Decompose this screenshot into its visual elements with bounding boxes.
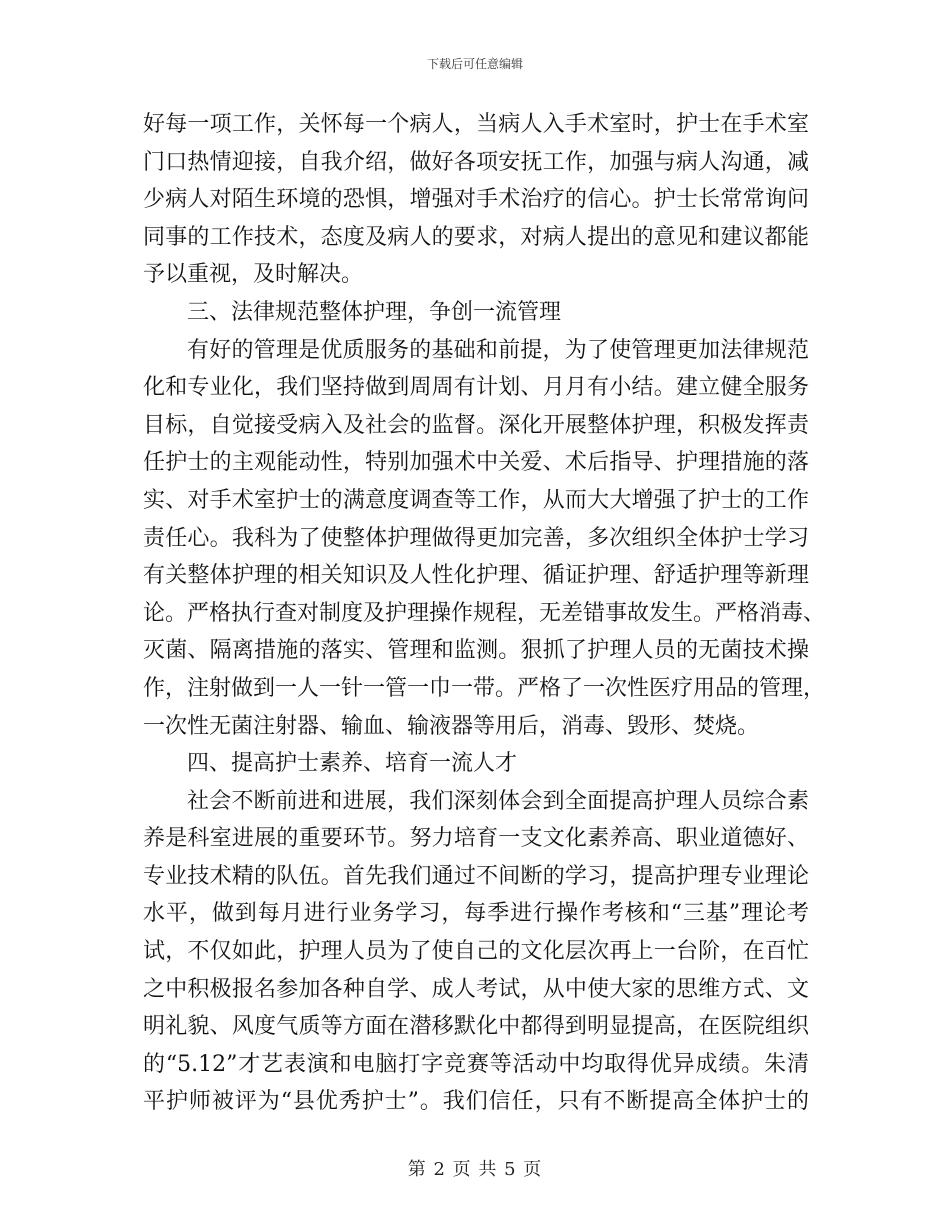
body-line: 予以重视，及时解决。 xyxy=(143,262,364,288)
body-line: 责任心。我科为了使整体护理做得更加完善，多次组织全体护士学习 xyxy=(143,525,809,551)
body-line: 社会不断前进和进展，我们深刻体会到全面提高护理人员综合素 xyxy=(187,788,809,814)
body-line: 实、对手术室护士的满意度调查等工作，从而大大增强了护士的工作 xyxy=(143,487,809,513)
body-line: 之中积极报名参加各种自学、成人考试，从中使大家的思维方式、文 xyxy=(143,976,809,1002)
body-line: 一次性无菌注射器、输血、输液器等用后，消毒、毁形、焚烧。 xyxy=(143,713,760,739)
body-line: 论。严格执行查对制度及护理操作规程，无差错事故发生。严格消毒、 xyxy=(143,600,826,626)
body-line: 专业技术精的队伍。首先我们通过不间断的学习，提高护理专业理论 xyxy=(143,863,809,889)
body-line: 灭菌、隔离措施的落实、管理和监测。狠抓了护理人员的无菌技术操 xyxy=(143,638,809,664)
page-footer: 第 2 页 共 5 页 xyxy=(407,1159,543,1180)
body-line: 同事的工作技术，态度及病人的要求，对病人提出的意见和建议都能 xyxy=(143,224,809,250)
body-line: 化和专业化，我们坚持做到周周有计划、月月有小结。建立健全服务 xyxy=(143,375,809,401)
document-body xyxy=(143,106,826,1121)
body-line: 门口热情迎接，自我介绍，做好各项安抚工作，加强与病人沟通，减 xyxy=(143,149,809,175)
body-line: 少病人对陌生环境的恐惧，增强对手术治疗的信心。护士长常常询问 xyxy=(143,187,809,213)
body-line: 目标，自觉接受病入及社会的监督。深化开展整体护理，积极发挥责 xyxy=(143,412,809,438)
section-heading: 四、提高护士素养、培育一流人才 xyxy=(187,751,518,777)
page-header: 下载后可任意编辑 xyxy=(426,57,523,71)
body-line: 养是科室进展的重要环节。努力培育一支文化素养高、职业道德好、 xyxy=(143,826,809,852)
body-line: 水平，做到每月进行业务学习，每季进行操作考核和“三基”理论考 xyxy=(143,901,809,927)
body-line: 的“5.12”才艺表演和电脑打字竞赛等活动中均取得优异成绩。朱清 xyxy=(143,1051,809,1077)
body-line: 好每一项工作，关怀每一个病人，当病人入手术室时，护士在手术室 xyxy=(143,112,809,137)
body-line: 作，注射做到一人一针一管一巾一带。严格了一次性医疗用品的管理， xyxy=(143,675,826,701)
body-line: 有好的管理是优质服务的基础和前提，为了使管理更加法律规范 xyxy=(187,337,809,363)
section-heading: 三、法律规范整体护理，争创一流管理 xyxy=(187,299,562,325)
body-line: 有关整体护理的相关知识及人性化护理、循证护理、舒适护理等新理 xyxy=(143,563,809,589)
body-line: 明礼貌、风度气质等方面在潜移默化中都得到明显提高，在医院组织 xyxy=(143,1014,809,1040)
body-line: 试，不仅如此，护理人员为了使自己的文化层次再上一台阶，在百忙 xyxy=(143,939,809,965)
body-line: 任护士的主观能动性，特别加强术中关爱、术后指导、护理措施的落 xyxy=(143,450,809,476)
body-line: 平护师被评为“县优秀护士”。我们信任，只有不断提高全体护士的 xyxy=(143,1089,809,1115)
